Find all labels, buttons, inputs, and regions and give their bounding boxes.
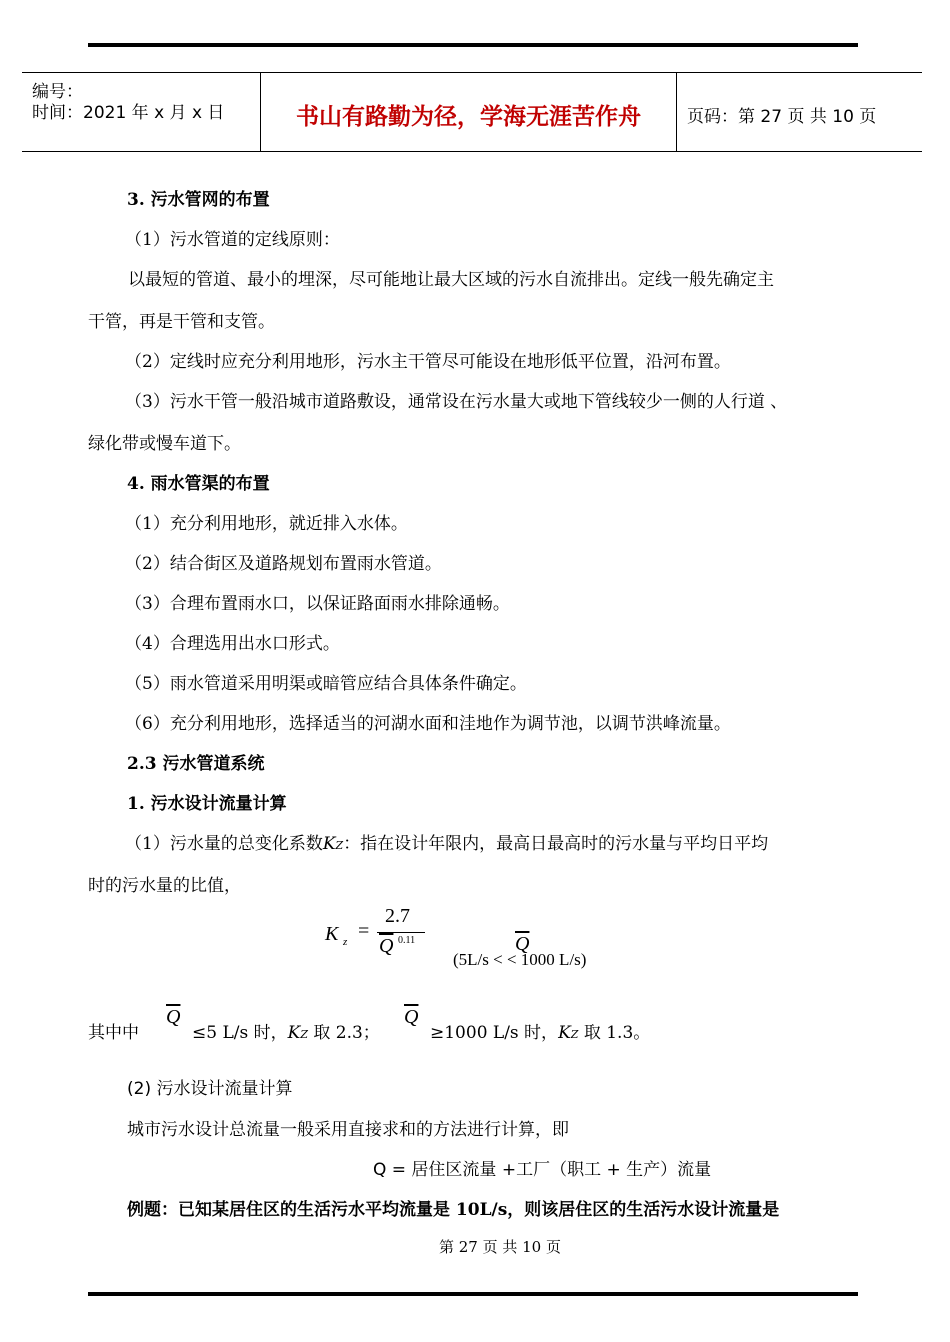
symbol-k: K (322, 834, 336, 854)
symbol-subscript: Z (335, 839, 344, 852)
list-item: （1）充分利用地形，就近排入水体。 (125, 514, 408, 534)
symbol-k: K (558, 1023, 571, 1043)
text: 其中中 (88, 1023, 139, 1043)
formula-equals: = (358, 920, 370, 942)
paragraph: （3）污水干管一般沿城市道路敷设，通常设在污水量大或地下管线较少一侧的人行道 、 (125, 392, 788, 412)
list-item: （4）合理选用出水口形式。 (125, 634, 340, 654)
text: 取 1.3。 (578, 1023, 651, 1043)
page-info: 页码：第 27 页 共 10 页 (687, 107, 877, 127)
formula-exponent: 0.11 (398, 935, 416, 946)
symbol-k: K (287, 1023, 301, 1043)
paragraph: （2）定线时应充分利用地形，污水主干管尽可能设在地形低平位置，沿河布置。 (125, 352, 731, 372)
header-page-cell (677, 73, 922, 151)
q-bar-symbol: $\overline{Q}$ (404, 1006, 419, 1028)
header-meta-cell (22, 73, 261, 151)
doc-number-label: 编号： (32, 82, 83, 102)
formula-k-subscript: z (343, 936, 348, 948)
paragraph-where (88, 1018, 139, 1043)
example-text: 例题：已知某居住区的生活污水平均流量是 10L/s，则该居住区的生活污水设计流量是 (127, 1200, 780, 1220)
paragraph: 城市污水设计总流量一般采用直接求和的方法进行计算，即 (127, 1120, 569, 1140)
heading-rain-network: 4. 雨水管渠的布置 (127, 474, 270, 494)
formula-fraction-bar (377, 932, 425, 933)
paragraph: （1）污水管道的定线原则： (125, 230, 340, 250)
text: ≥1000 L/s 时， (430, 1023, 559, 1043)
symbol-subscript: Z (570, 1028, 579, 1041)
formula-condition: (5L/s < < 1000 L/s) (453, 950, 587, 969)
list-item: （2）结合街区及道路规划布置雨水管道。 (125, 554, 442, 574)
heading-sewage-network: 3. 污水管网的布置 (127, 190, 270, 210)
text: ≤5 L/s 时， (192, 1023, 288, 1043)
paragraph: 时的污水量的比值， (88, 876, 241, 896)
motto: 书山有路勤为径，学海无涯苦作舟 (296, 104, 641, 130)
formula-kz (325, 905, 645, 975)
equation-total-flow: Q = 居住区流量 +工厂（职工 + 生产）流量 (373, 1160, 712, 1180)
paragraph-where-cont2 (430, 1018, 650, 1043)
text: （1）污水量的总变化系数 (125, 834, 323, 854)
formula-k: K (325, 923, 339, 945)
list-item: （6）充分利用地形，选择适当的河湖水面和洼地作为调节池，以调节洪峰流量。 (125, 714, 731, 734)
list-item: （5）雨水管道采用明渠或暗管应结合具体条件确定。 (125, 674, 527, 694)
q-bar-symbol: $\overline{Q}$ (166, 1006, 181, 1028)
page-footer: 第 27 页 共 10 页 (438, 1238, 561, 1256)
formula-q-bar: $\overline{Q}$ (379, 935, 394, 957)
top-rule (88, 43, 858, 47)
text: 取 2.3； (307, 1023, 380, 1043)
page-header (22, 72, 922, 152)
heading-section-2-3: 2.3 污水管道系统 (127, 754, 265, 774)
bottom-rule (88, 1292, 858, 1296)
paragraph: 以最短的管道、最小的埋深，尽可能地让最大区域的污水自流排出。定线一般先确定主 (128, 270, 774, 290)
text: ：指在设计年限内，最高日最高时的污水量与平均日平均 (343, 834, 769, 854)
formula-numerator: 2.7 (385, 905, 410, 927)
formula-condition-q-bar: $\overline{Q}$ (515, 933, 530, 955)
paragraph: 绿化带或慢车道下。 (88, 434, 241, 454)
header-motto-cell (261, 73, 677, 151)
paragraph-where-cont (192, 1018, 380, 1043)
subheading-design-flow: (2) 污水设计流量计算 (127, 1079, 293, 1099)
heading-flow-calc: 1. 污水设计流量计算 (127, 794, 287, 814)
doc-time-label: 时间：2021 年 x 月 x 日 (32, 103, 225, 123)
paragraph: 干管，再是干管和支管。 (88, 312, 275, 332)
symbol-subscript: Z (300, 1028, 308, 1041)
paragraph (125, 829, 768, 854)
list-item: （3）合理布置雨水口，以保证路面雨水排除通畅。 (125, 594, 510, 614)
